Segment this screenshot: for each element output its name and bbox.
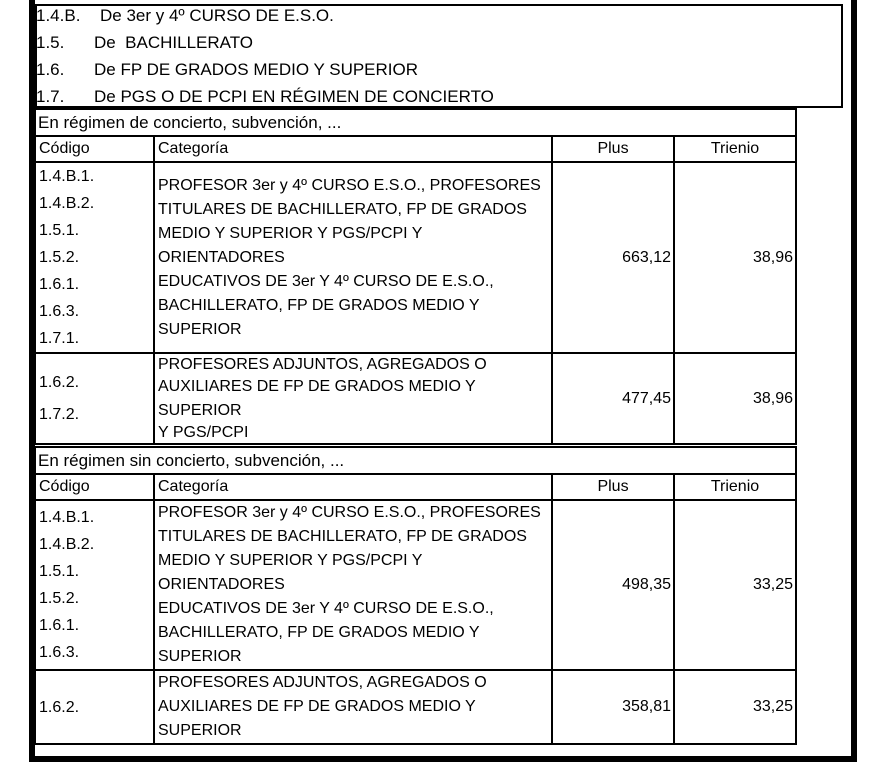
column-header-trienio: Trienio	[674, 474, 796, 500]
row-category	[154, 162, 552, 353]
row-code: 1.5.1.	[39, 222, 80, 239]
header-line-text: De BACHILLERATO	[94, 33, 254, 52]
column-header-code: Código	[35, 474, 154, 500]
header-line-code: 1.7.	[36, 87, 65, 106]
row-code: 1.6.3.	[39, 644, 80, 661]
category-line: MEDIO Y SUPERIOR Y PGS/PCPI Y ORIENTADORES	[158, 552, 423, 593]
row-trienio: 38,96	[674, 162, 796, 353]
row-code: 1.6.2.	[39, 373, 80, 391]
row-codes	[35, 162, 154, 353]
category-line: EDUCATIVOS DE 3er Y 4º CURSO DE E.S.O.,	[158, 600, 494, 617]
row-code: 1.6.2.	[39, 698, 80, 716]
row-trienio: 33,25	[674, 500, 796, 670]
category-line: BACHILLERATO, FP DE GRADOS MEDIO Y SUPERIOR	[158, 296, 480, 338]
category-line: PROFESORES ADJUNTOS, AGREGADOS O	[158, 674, 487, 691]
header-line-text: De 3er y 4º CURSO DE E.S.O.	[100, 6, 334, 25]
table-title: En régimen sin concierto, subvención, ...	[35, 447, 796, 474]
column-header-category: Categoría	[154, 474, 552, 500]
row-plus: 498,35	[552, 500, 674, 670]
header-line-text: De FP DE GRADOS MEDIO Y SUPERIOR	[94, 60, 419, 79]
row-code: 1.5.1.	[39, 563, 80, 580]
header-line-code: 1.6.	[36, 60, 65, 79]
category-line: MEDIO Y SUPERIOR Y PGS/PCPI Y ORIENTADORES	[158, 224, 423, 266]
header-line-code: 1.4.B.	[36, 6, 81, 25]
header-line	[36, 6, 334, 26]
table-row	[35, 670, 796, 744]
row-plus: 477,45	[552, 353, 674, 444]
category-line: TITULARES DE BACHILLERATO, FP DE GRADOS	[158, 528, 527, 545]
table-row	[35, 500, 796, 670]
category-line: BACHILLERATO, FP DE GRADOS MEDIO Y SUPERIOR	[158, 624, 480, 665]
table-row	[35, 353, 796, 444]
category-line: AUXILIARES DE FP DE GRADOS MEDIO Y SUPERIOR	[158, 698, 476, 739]
row-code: 1.4.B.1.	[39, 168, 95, 185]
header-line-text: De PGS O DE PCPI EN RÉGIMEN DE CONCIERTO	[94, 87, 494, 106]
salary-table-sin-concierto	[34, 446, 797, 745]
row-codes	[35, 500, 154, 670]
row-code: 1.4.B.2.	[39, 536, 95, 553]
column-header-plus: Plus	[552, 474, 674, 500]
header-line	[36, 87, 494, 107]
row-plus: 358,81	[552, 670, 674, 744]
column-header-category: Categoría	[154, 136, 552, 162]
row-code: 1.5.2.	[39, 249, 80, 266]
header-line	[36, 60, 418, 80]
row-trienio: 38,96	[674, 353, 796, 444]
row-plus: 663,12	[552, 162, 674, 353]
table-title: En régimen de concierto, subvención, ...	[35, 109, 796, 136]
row-code: 1.6.1.	[39, 617, 80, 634]
salary-table-concierto	[34, 108, 797, 445]
row-code: 1.7.2.	[39, 405, 80, 423]
category-line: PROFESORES ADJUNTOS, AGREGADOS O	[158, 356, 487, 373]
category-line: PROFESOR 3er y 4º CURSO E.S.O., PROFESORES	[158, 176, 541, 194]
category-line: EDUCATIVOS DE 3er Y 4º CURSO DE E.S.O.,	[158, 272, 494, 290]
row-category	[154, 500, 552, 670]
row-category	[154, 670, 552, 744]
table-row	[35, 162, 796, 353]
header-line	[36, 33, 253, 53]
category-line: TITULARES DE BACHILLERATO, FP DE GRADOS	[158, 200, 527, 218]
row-trienio: 33,25	[674, 670, 796, 744]
row-codes	[35, 353, 154, 444]
column-header-plus: Plus	[552, 136, 674, 162]
row-code: 1.4.B.2.	[39, 195, 95, 212]
row-category	[154, 353, 552, 444]
row-code: 1.6.1.	[39, 276, 80, 293]
row-codes	[35, 670, 154, 744]
row-code: 1.7.1.	[39, 330, 80, 347]
column-header-trienio: Trienio	[674, 136, 796, 162]
header-line-code: 1.5.	[36, 33, 65, 52]
row-code: 1.6.3.	[39, 303, 80, 320]
column-header-code: Código	[35, 136, 154, 162]
category-line: Y PGS/PCPI	[158, 424, 249, 441]
row-code: 1.5.2.	[39, 590, 80, 607]
category-line: AUXILIARES DE FP DE GRADOS MEDIO Y SUPERIOR	[158, 378, 476, 419]
row-code: 1.4.B.1.	[39, 509, 95, 526]
category-line: PROFESOR 3er y 4º CURSO E.S.O., PROFESORES	[158, 504, 541, 521]
